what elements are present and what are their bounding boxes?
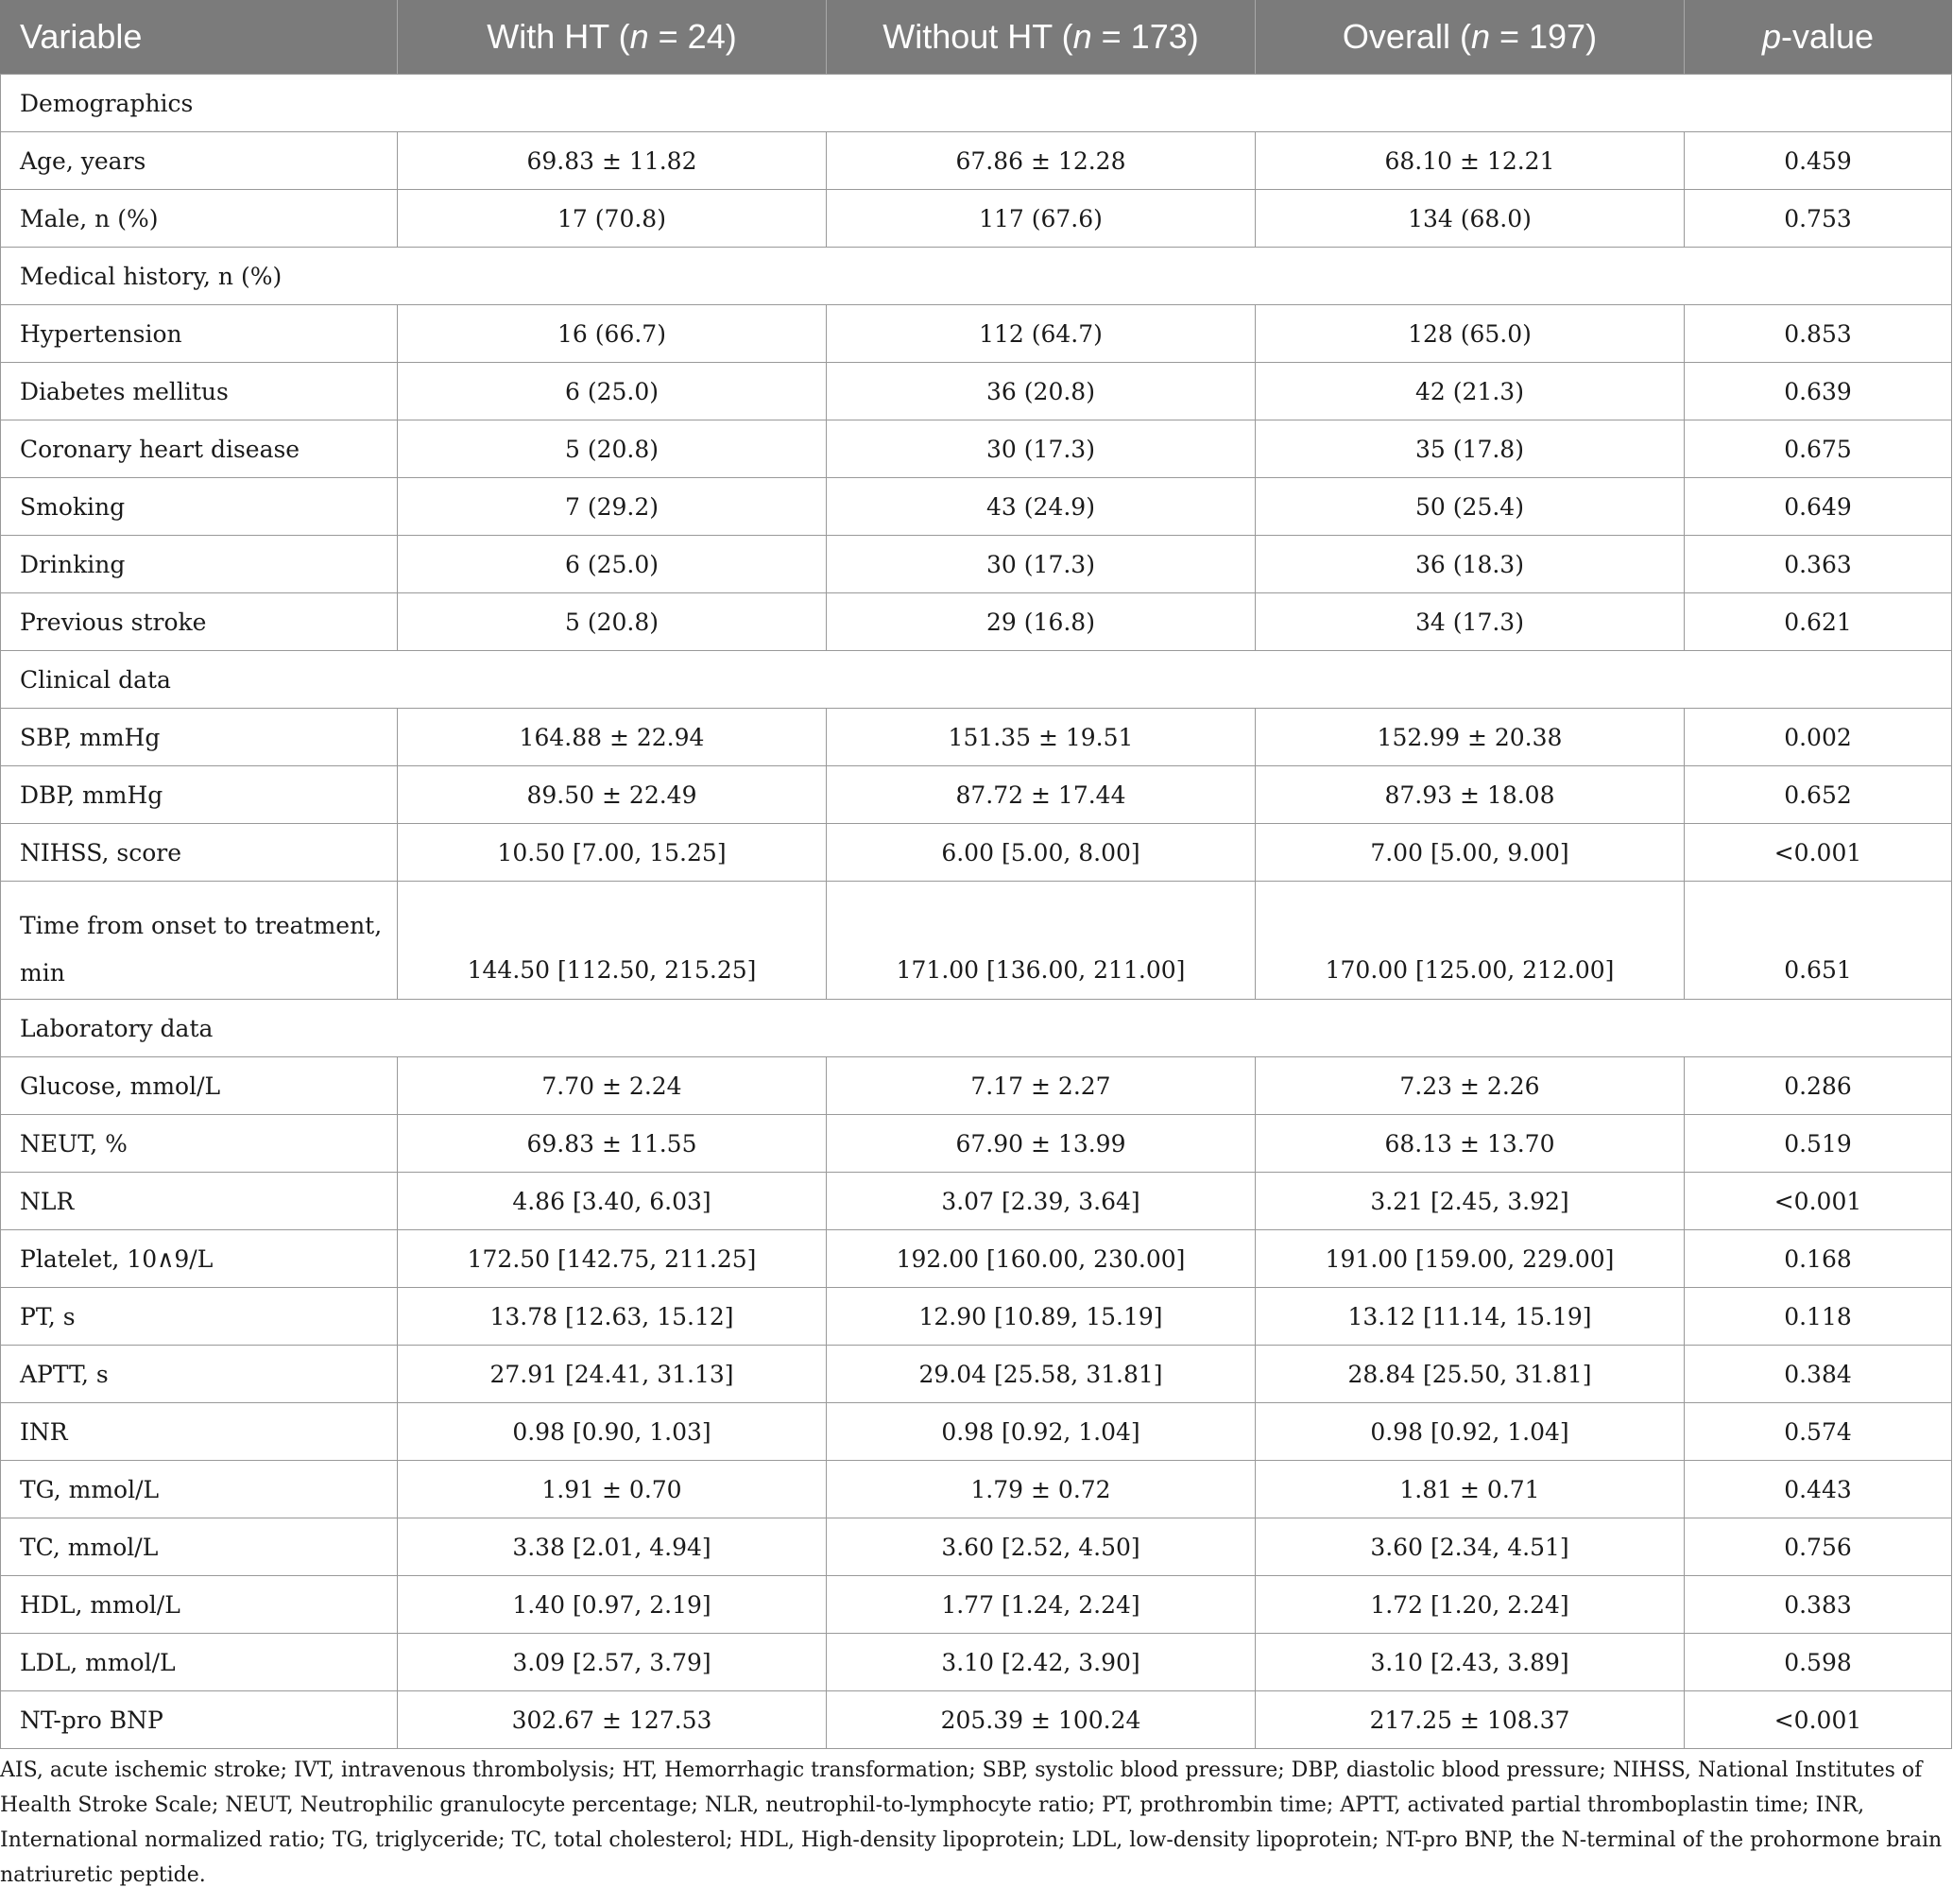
header-overall	[1256, 0, 1685, 75]
cell-with-ht: 5 (20.8)	[398, 420, 827, 478]
cell-variable: Age, years	[1, 132, 398, 190]
cell-overall: 3.21 [2.45, 3.92]	[1256, 1173, 1685, 1230]
table-row	[1, 1173, 1952, 1230]
cell-variable: TG, mmol/L	[1, 1461, 398, 1518]
cell-without-ht: 29 (16.8)	[827, 593, 1256, 651]
cell-overall: 170.00 [125.00, 212.00]	[1256, 882, 1685, 1000]
cell-with-ht: 13.78 [12.63, 15.12]	[398, 1288, 827, 1346]
cell-variable: NEUT, %	[1, 1115, 398, 1173]
cell-without-ht: 1.79 ± 0.72	[827, 1461, 1256, 1518]
section-label: Medical history, n (%)	[1, 248, 1952, 305]
cell-overall: 35 (17.8)	[1256, 420, 1685, 478]
header-with-ht-suffix: = 24)	[648, 17, 737, 56]
header-without-ht-suffix: = 173)	[1091, 17, 1199, 56]
cell-variable: APTT, s	[1, 1346, 398, 1403]
cell-with-ht: 1.91 ± 0.70	[398, 1461, 827, 1518]
cell-p-value: 0.383	[1685, 1576, 1952, 1634]
cell-with-ht: 7 (29.2)	[398, 478, 827, 536]
cell-variable: Diabetes mellitus	[1, 363, 398, 420]
cell-without-ht: 43 (24.9)	[827, 478, 1256, 536]
cell-without-ht: 117 (67.6)	[827, 190, 1256, 248]
section-label: Clinical data	[1, 651, 1952, 709]
cell-without-ht: 29.04 [25.58, 31.81]	[827, 1346, 1256, 1403]
cell-without-ht: 7.17 ± 2.27	[827, 1057, 1256, 1115]
cell-p-value: 0.363	[1685, 536, 1952, 593]
table-row	[1, 1057, 1952, 1115]
cell-with-ht: 89.50 ± 22.49	[398, 766, 827, 824]
table-row	[1, 190, 1952, 248]
cell-variable: Platelet, 10∧9/L	[1, 1230, 398, 1288]
cell-with-ht: 4.86 [3.40, 6.03]	[398, 1173, 827, 1230]
cell-with-ht: 6 (25.0)	[398, 363, 827, 420]
cell-variable: Time from onset to treatment, min	[1, 882, 398, 1000]
cell-without-ht: 67.90 ± 13.99	[827, 1115, 1256, 1173]
cell-overall: 0.98 [0.92, 1.04]	[1256, 1403, 1685, 1461]
cell-without-ht: 0.98 [0.92, 1.04]	[827, 1403, 1256, 1461]
cell-without-ht: 36 (20.8)	[827, 363, 1256, 420]
cell-overall: 87.93 ± 18.08	[1256, 766, 1685, 824]
cell-p-value: 0.286	[1685, 1057, 1952, 1115]
cell-p-value: 0.002	[1685, 709, 1952, 766]
cell-variable: Drinking	[1, 536, 398, 593]
cell-overall: 42 (21.3)	[1256, 363, 1685, 420]
cell-variable: SBP, mmHg	[1, 709, 398, 766]
header-overall-prefix: Overall (	[1342, 17, 1471, 56]
cell-overall: 7.23 ± 2.26	[1256, 1057, 1685, 1115]
table-row	[1, 766, 1952, 824]
cell-overall: 7.00 [5.00, 9.00]	[1256, 824, 1685, 882]
cell-with-ht: 3.09 [2.57, 3.79]	[398, 1634, 827, 1691]
cell-with-ht: 302.67 ± 127.53	[398, 1691, 827, 1749]
cell-without-ht: 3.60 [2.52, 4.50]	[827, 1518, 1256, 1576]
cell-p-value: 0.756	[1685, 1518, 1952, 1576]
header-row	[1, 0, 1952, 75]
cell-with-ht: 0.98 [0.90, 1.03]	[398, 1403, 827, 1461]
table-row	[1, 363, 1952, 420]
cell-overall: 191.00 [159.00, 229.00]	[1256, 1230, 1685, 1288]
table-body	[1, 75, 1952, 1749]
cell-with-ht: 172.50 [142.75, 211.25]	[398, 1230, 827, 1288]
table-header	[1, 0, 1952, 75]
cell-without-ht: 3.07 [2.39, 3.64]	[827, 1173, 1256, 1230]
table-row	[1, 536, 1952, 593]
table-row	[1, 305, 1952, 363]
section-row	[1, 248, 1952, 305]
cell-without-ht: 205.39 ± 100.24	[827, 1691, 1256, 1749]
cell-overall: 34 (17.3)	[1256, 593, 1685, 651]
cell-with-ht: 164.88 ± 22.94	[398, 709, 827, 766]
cell-p-value: 0.118	[1685, 1288, 1952, 1346]
table-row	[1, 593, 1952, 651]
cell-with-ht: 27.91 [24.41, 31.13]	[398, 1346, 827, 1403]
cell-overall: 128 (65.0)	[1256, 305, 1685, 363]
cell-without-ht: 6.00 [5.00, 8.00]	[827, 824, 1256, 882]
header-without-ht-prefix: Without HT (	[882, 17, 1073, 56]
table-row	[1, 1461, 1952, 1518]
cell-p-value: 0.651	[1685, 882, 1952, 1000]
cell-without-ht: 151.35 ± 19.51	[827, 709, 1256, 766]
cell-p-value: 0.384	[1685, 1346, 1952, 1403]
cell-with-ht: 1.40 [0.97, 2.19]	[398, 1576, 827, 1634]
header-p-letter: p	[1761, 17, 1781, 56]
cell-p-value: 0.519	[1685, 1115, 1952, 1173]
table-row	[1, 1576, 1952, 1634]
cell-p-value: 0.621	[1685, 593, 1952, 651]
cell-with-ht: 16 (66.7)	[398, 305, 827, 363]
table-row	[1, 709, 1952, 766]
cell-p-value: 0.459	[1685, 132, 1952, 190]
cell-p-value: 0.649	[1685, 478, 1952, 536]
cell-variable: HDL, mmol/L	[1, 1576, 398, 1634]
header-overall-n: n	[1470, 17, 1490, 56]
cell-p-value: 0.753	[1685, 190, 1952, 248]
cell-variable: PT, s	[1, 1288, 398, 1346]
table-footnote: AIS, acute ischemic stroke; IVT, intravenous thrombolysis; HT, Hemorrhagic transformation; SBP, systolic blood pressure; DBP, diastolic blood pressure; NIHSS, National Institutes of Health Stroke Scale; NEUT, Neutrophilic granulocyte percentage; NLR, neutrophil-to-lymphocyte ratio; PT, prothrombin time; APTT, activated partial thromboplastin time; INR, International normalized ratio; TG, triglyceride; TC, total cholesterol; HDL, High-density lipoprotein; LDL, low-density lipoprotein; NT-pro BNP, the N-terminal of the prohormone brain natriuretic peptide.	[0, 1758, 1943, 1887]
cell-overall: 13.12 [11.14, 15.19]	[1256, 1288, 1685, 1346]
cell-with-ht: 144.50 [112.50, 215.25]	[398, 882, 827, 1000]
cell-variable: NLR	[1, 1173, 398, 1230]
section-label: Laboratory data	[1, 1000, 1952, 1057]
cell-overall: 68.10 ± 12.21	[1256, 132, 1685, 190]
cell-p-value: 0.652	[1685, 766, 1952, 824]
cell-with-ht: 17 (70.8)	[398, 190, 827, 248]
cell-without-ht: 1.77 [1.24, 2.24]	[827, 1576, 1256, 1634]
table-row	[1, 1518, 1952, 1576]
table-row	[1, 1634, 1952, 1691]
header-p-suffix: -value	[1780, 17, 1875, 56]
table-row	[1, 1115, 1952, 1173]
header-with-ht-prefix: With HT (	[487, 17, 630, 56]
table-row	[1, 1691, 1952, 1749]
cell-overall: 3.10 [2.43, 3.89]	[1256, 1634, 1685, 1691]
table-row	[1, 1288, 1952, 1346]
cell-with-ht: 7.70 ± 2.24	[398, 1057, 827, 1115]
cell-overall: 134 (68.0)	[1256, 190, 1685, 248]
header-p-value	[1685, 0, 1952, 75]
cell-variable: Glucose, mmol/L	[1, 1057, 398, 1115]
header-without-ht-n: n	[1072, 17, 1092, 56]
section-row	[1, 75, 1952, 132]
cell-variable: Coronary heart disease	[1, 420, 398, 478]
cell-overall: 1.81 ± 0.71	[1256, 1461, 1685, 1518]
cell-p-value: 0.675	[1685, 420, 1952, 478]
cell-without-ht: 87.72 ± 17.44	[827, 766, 1256, 824]
cell-p-value: <0.001	[1685, 1691, 1952, 1749]
cell-with-ht: 5 (20.8)	[398, 593, 827, 651]
header-with-ht-n: n	[629, 17, 649, 56]
cell-p-value: <0.001	[1685, 824, 1952, 882]
cell-overall: 36 (18.3)	[1256, 536, 1685, 593]
header-overall-suffix: = 197)	[1489, 17, 1598, 56]
cell-p-value: 0.598	[1685, 1634, 1952, 1691]
cell-without-ht: 192.00 [160.00, 230.00]	[827, 1230, 1256, 1288]
cell-overall: 28.84 [25.50, 31.81]	[1256, 1346, 1685, 1403]
cell-without-ht: 67.86 ± 12.28	[827, 132, 1256, 190]
table-row	[1, 1346, 1952, 1403]
header-with-ht	[398, 0, 827, 75]
section-row	[1, 1000, 1952, 1057]
cell-variable: TC, mmol/L	[1, 1518, 398, 1576]
cell-overall: 217.25 ± 108.37	[1256, 1691, 1685, 1749]
cell-without-ht: 171.00 [136.00, 211.00]	[827, 882, 1256, 1000]
section-label: Demographics	[1, 75, 1952, 132]
cell-with-ht: 10.50 [7.00, 15.25]	[398, 824, 827, 882]
cell-p-value: 0.168	[1685, 1230, 1952, 1288]
cell-with-ht: 3.38 [2.01, 4.94]	[398, 1518, 827, 1576]
cell-p-value: 0.639	[1685, 363, 1952, 420]
section-row	[1, 651, 1952, 709]
cell-variable: DBP, mmHg	[1, 766, 398, 824]
cell-without-ht: 3.10 [2.42, 3.90]	[827, 1634, 1256, 1691]
table-row	[1, 420, 1952, 478]
cell-without-ht: 30 (17.3)	[827, 536, 1256, 593]
cell-variable: Smoking	[1, 478, 398, 536]
cell-without-ht: 12.90 [10.89, 15.19]	[827, 1288, 1256, 1346]
cell-p-value: 0.853	[1685, 305, 1952, 363]
cell-overall: 152.99 ± 20.38	[1256, 709, 1685, 766]
table-row	[1, 1403, 1952, 1461]
header-without-ht	[827, 0, 1256, 75]
cell-overall: 50 (25.4)	[1256, 478, 1685, 536]
cell-with-ht: 69.83 ± 11.82	[398, 132, 827, 190]
cell-variable: LDL, mmol/L	[1, 1634, 398, 1691]
table-row	[1, 882, 1952, 1000]
cell-without-ht: 112 (64.7)	[827, 305, 1256, 363]
cell-variable: INR	[1, 1403, 398, 1461]
table-row	[1, 1230, 1952, 1288]
table-row	[1, 824, 1952, 882]
cell-variable: NT-pro BNP	[1, 1691, 398, 1749]
cell-with-ht: 6 (25.0)	[398, 536, 827, 593]
cell-variable: Male, n (%)	[1, 190, 398, 248]
cell-p-value: 0.443	[1685, 1461, 1952, 1518]
cell-variable: Previous stroke	[1, 593, 398, 651]
table-row	[1, 132, 1952, 190]
cell-p-value: 0.574	[1685, 1403, 1952, 1461]
cell-overall: 3.60 [2.34, 4.51]	[1256, 1518, 1685, 1576]
cell-without-ht: 30 (17.3)	[827, 420, 1256, 478]
cell-variable: Hypertension	[1, 305, 398, 363]
cell-overall: 1.72 [1.20, 2.24]	[1256, 1576, 1685, 1634]
header-variable-label: Variable	[20, 17, 143, 56]
cell-overall: 68.13 ± 13.70	[1256, 1115, 1685, 1173]
cell-variable: NIHSS, score	[1, 824, 398, 882]
cell-p-value: <0.001	[1685, 1173, 1952, 1230]
header-variable	[1, 0, 398, 75]
table-row	[1, 478, 1952, 536]
cell-with-ht: 69.83 ± 11.55	[398, 1115, 827, 1173]
